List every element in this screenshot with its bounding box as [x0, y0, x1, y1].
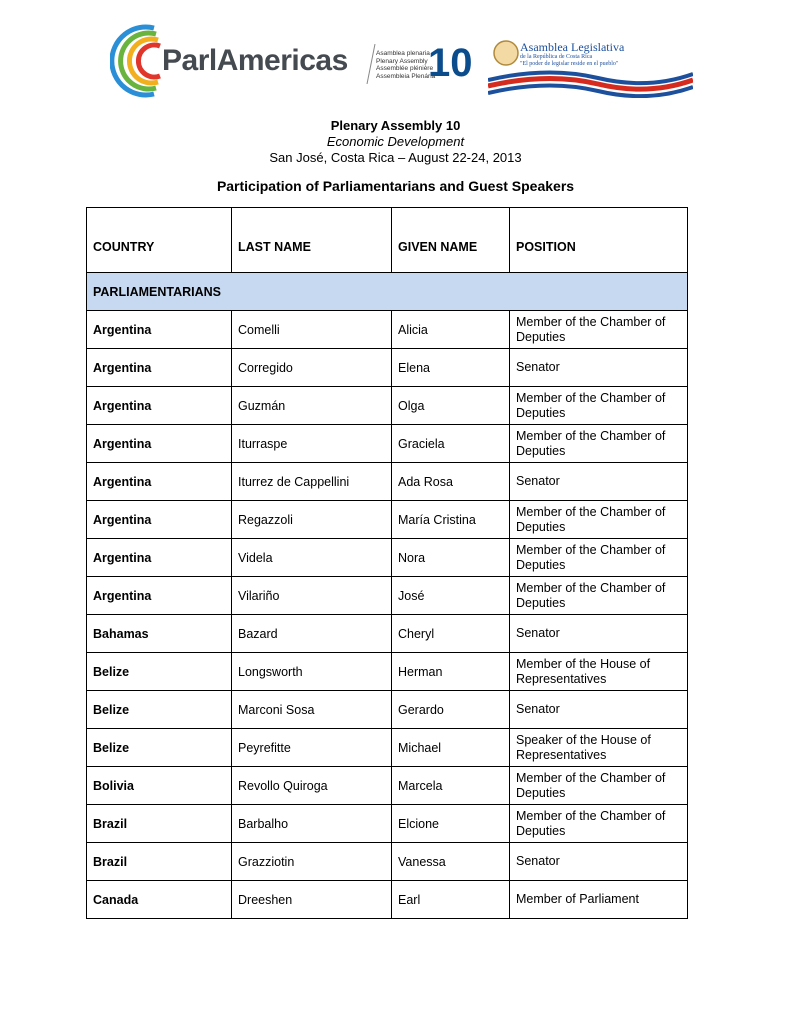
given-name-cell: José	[392, 577, 510, 615]
position-cell: Senator	[510, 691, 688, 729]
table-row	[87, 463, 688, 501]
table-row	[87, 805, 688, 843]
position-cell: Member of the Chamber of Deputies	[510, 577, 688, 615]
country-cell: Argentina	[87, 349, 232, 387]
table-row	[87, 767, 688, 805]
given-name-cell: Vanessa	[392, 843, 510, 881]
last-name-cell: Vilariño	[232, 577, 392, 615]
host-subtitle: de la República de Costa Rica	[520, 54, 593, 60]
position-cell: Member of the Chamber of Deputies	[510, 539, 688, 577]
given-name-cell: Graciela	[392, 425, 510, 463]
table-header-row	[87, 208, 688, 273]
position-cell: Speaker of the House of Representatives	[510, 729, 688, 767]
last-name-cell: Comelli	[232, 311, 392, 349]
position-cell: Member of the Chamber of Deputies	[510, 805, 688, 843]
table-row	[87, 615, 688, 653]
country-cell: Belize	[87, 729, 232, 767]
table-row	[87, 843, 688, 881]
country-cell: Argentina	[87, 577, 232, 615]
country-cell: Belize	[87, 691, 232, 729]
country-cell: Argentina	[87, 311, 232, 349]
given-name-cell: Gerardo	[392, 691, 510, 729]
divider-slash-icon	[366, 44, 376, 84]
table-row	[87, 653, 688, 691]
last-name-cell: Regazzoli	[232, 501, 392, 539]
last-name-cell: Revollo Quiroga	[232, 767, 392, 805]
last-name-cell: Iturrez de Cappellini	[232, 463, 392, 501]
table-row	[87, 729, 688, 767]
last-name-cell: Grazziotin	[232, 843, 392, 881]
last-name-cell: Bazard	[232, 615, 392, 653]
given-name-cell: Elena	[392, 349, 510, 387]
given-name-cell: Earl	[392, 881, 510, 919]
country-cell: Argentina	[87, 501, 232, 539]
last-name-cell: Iturraspe	[232, 425, 392, 463]
position-cell: Member of the House of Representatives	[510, 653, 688, 691]
assembly-line: Asamblea plenaria	[376, 50, 430, 57]
section-label: PARLIAMENTARIANS	[87, 273, 688, 311]
position-cell: Member of the Chamber of Deputies	[510, 387, 688, 425]
page-header	[110, 20, 700, 100]
given-name-cell: María Cristina	[392, 501, 510, 539]
given-name-cell: Nora	[392, 539, 510, 577]
assembly-line: Assemblée plénière	[376, 65, 434, 72]
section-row	[87, 273, 688, 311]
given-name-cell: Cheryl	[392, 615, 510, 653]
assembly-number: 10	[428, 41, 473, 85]
column-header-country: COUNTRY	[87, 208, 232, 273]
given-name-cell: Marcela	[392, 767, 510, 805]
country-cell: Brazil	[87, 805, 232, 843]
position-cell: Senator	[510, 463, 688, 501]
position-cell: Senator	[510, 349, 688, 387]
given-name-cell: Alicia	[392, 311, 510, 349]
assembly-line: Plenary Assembly	[376, 57, 428, 65]
last-name-cell: Peyrefitte	[232, 729, 392, 767]
host-subtitle-block	[520, 54, 618, 68]
given-name-cell: Herman	[392, 653, 510, 691]
position-cell: Senator	[510, 843, 688, 881]
last-name-cell: Corregido	[232, 349, 392, 387]
given-name-cell: Elcione	[392, 805, 510, 843]
position-cell: Member of the Chamber of Deputies	[510, 501, 688, 539]
table-row	[87, 311, 688, 349]
document-titles	[0, 118, 791, 194]
last-name-cell: Dreeshen	[232, 881, 392, 919]
location-date: San José, Costa Rica – August 22-24, 2013	[269, 150, 522, 165]
table-row	[87, 577, 688, 615]
country-cell: Bahamas	[87, 615, 232, 653]
org-name-logo: ParlAmericas	[162, 44, 348, 77]
last-name-cell: Barbalho	[232, 805, 392, 843]
country-cell: Argentina	[87, 387, 232, 425]
position-cell: Member of Parliament	[510, 881, 688, 919]
given-name-cell: Olga	[392, 387, 510, 425]
table-row	[87, 387, 688, 425]
position-cell: Member of the Chamber of Deputies	[510, 767, 688, 805]
table-row	[87, 501, 688, 539]
assembly-line: Assembleia Plenária	[376, 72, 436, 80]
table-heading: Participation of Parliamentarians and Guest Speakers	[216, 178, 575, 194]
position-cell: Member of the Chamber of Deputies	[510, 425, 688, 463]
table-body	[87, 273, 688, 919]
column-header-given-name: GIVEN NAME	[392, 208, 510, 273]
last-name-cell: Marconi Sosa	[232, 691, 392, 729]
country-cell: Argentina	[87, 463, 232, 501]
column-header-last-name: LAST NAME	[232, 208, 392, 273]
document-subtitle: Economic Development	[326, 134, 465, 149]
table-row	[87, 539, 688, 577]
table-row	[87, 881, 688, 919]
last-name-cell: Videla	[232, 539, 392, 577]
table-row	[87, 349, 688, 387]
country-cell: Brazil	[87, 843, 232, 881]
given-name-cell: Michael	[392, 729, 510, 767]
position-cell: Member of the Chamber of Deputies	[510, 311, 688, 349]
country-cell: Argentina	[87, 539, 232, 577]
table-row	[87, 425, 688, 463]
document-title: Plenary Assembly 10	[330, 118, 461, 133]
host-motto: "El poder de legislar reside en el pueblo"	[520, 61, 619, 67]
assembly-label	[376, 50, 435, 80]
position-cell: Senator	[510, 615, 688, 653]
table-row	[87, 691, 688, 729]
country-cell: Belize	[87, 653, 232, 691]
country-cell: Argentina	[87, 425, 232, 463]
given-name-cell: Ada Rosa	[392, 463, 510, 501]
country-cell: Bolivia	[87, 767, 232, 805]
host-title: Asamblea Legislativa	[520, 40, 625, 54]
participants-table	[86, 207, 688, 919]
column-header-position: POSITION	[510, 208, 688, 273]
country-cell: Canada	[87, 881, 232, 919]
last-name-cell: Guzmán	[232, 387, 392, 425]
last-name-cell: Longsworth	[232, 653, 392, 691]
